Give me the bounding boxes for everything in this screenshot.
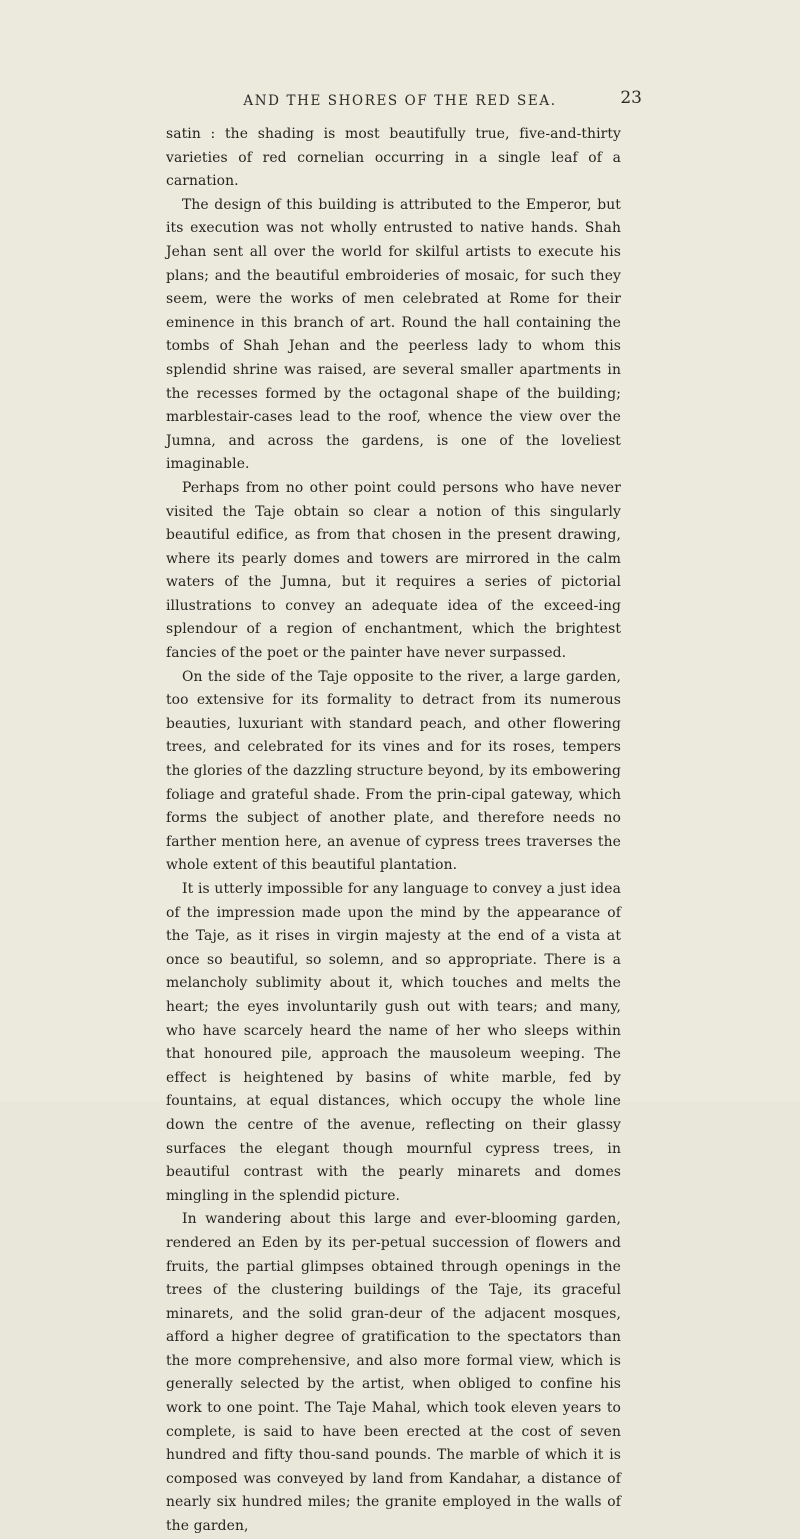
paragraph: The design of this building is attributed to the Emperor, but its execution was not wholly entrusted to native hands. Shah Jehan sent all over the world for skilful artists to execute his plans; and the beautiful embroideries of mosaic, for such they seem, were the works of men celebrated at Rome for their eminence in this branch of art. Round the hall containing the tombs of Shah Jehan and the peerless lady to whom this splendid shrine was raised, are several smaller apartments in the recesses formed by the octagonal shape of the building; marblestair-cases lead to the roof, whence the view over the Jumna, and across the gardens, is one of the loveliest imaginable. bbox=[166, 196, 621, 473]
paragraph: It is utterly impossible for any language to convey a just idea of the impression made upon the mind by the appearance of the Taje, as it rises in virgin majesty at the end of a vista at once so beautiful, so solemn, and so appropriate. There is a melancholy sublimity about it, which touches and melts the heart; the eyes involuntarily gush out with tears; and many, who have scarcely heard the name of her who sleeps within that honoured pile, approach the mausoleum weeping. The effect is heightened by basins of white marble, fed by fountains, at equal distances, which occupy the whole line down the centre of the avenue, reflecting on their glassy surfaces the elegant though mournful cypress trees, in beautiful contrast with the pearly minarets and domes mingling in the splendid picture. bbox=[166, 881, 621, 1204]
page-number: 23 bbox=[620, 88, 642, 108]
paragraph: In wandering about this large and ever-blooming garden, rendered an Eden by its per-petual succession of flowers and fruits, the partial glimpses obtained through openings in the trees of the clustering buildings of the Taje, its graceful minarets, and the solid gran-deur of the adjacent mosques, afford a higher degree of gratification to the spectators than the more comprehensive, and also more formal view, which is generally selected by the artist, when obliged to confine his work to one point. The Taje Mahal, which took eleven years to complete, is said to have been erected at the cost of seven hundred and fifty thou-sand pounds. The marble of which it is composed was conveyed by land from Kandahar, a distance of nearly six hundred miles; the granite employed in the walls of the garden, bbox=[166, 1211, 621, 1535]
paragraph: On the side of the Taje opposite to the river, a large garden, too extensive for its formality to detract from its numerous beauties, luxuriant with standard peach, and other flowering trees, and celebrated for its vines and for its roses, tempers the glories of the dazzling structure beyond, by its embowering foliage and grateful shade. From the prin-cipal gateway, which forms the subject of another plate, and therefore needs no farther mention here, an avenue of cypress trees traverses the whole extent of this beautiful plantation. bbox=[166, 668, 621, 874]
body-text bbox=[166, 123, 621, 1539]
paragraph: Perhaps from no other point could persons who have never visited the Taje obtain so clear a notion of this singularly beautiful edifice, as from that chosen in the present drawing, where its pearly domes and towers are mirrored in the calm waters of the Jumna, but it requires a series of pictorial illustrations to convey an adequate idea of the exceed-ing splendour of a region of enchantment, which the brightest fancies of the poet or the painter have never surpassed. bbox=[166, 479, 621, 662]
running-title: AND THE SHORES OF THE RED SEA. bbox=[243, 93, 557, 109]
paragraph-continued: satin : the shading is most beautifully true, five-and-thirty varieties of red cornelian occurring in a single leaf of a carnation. bbox=[166, 126, 621, 190]
